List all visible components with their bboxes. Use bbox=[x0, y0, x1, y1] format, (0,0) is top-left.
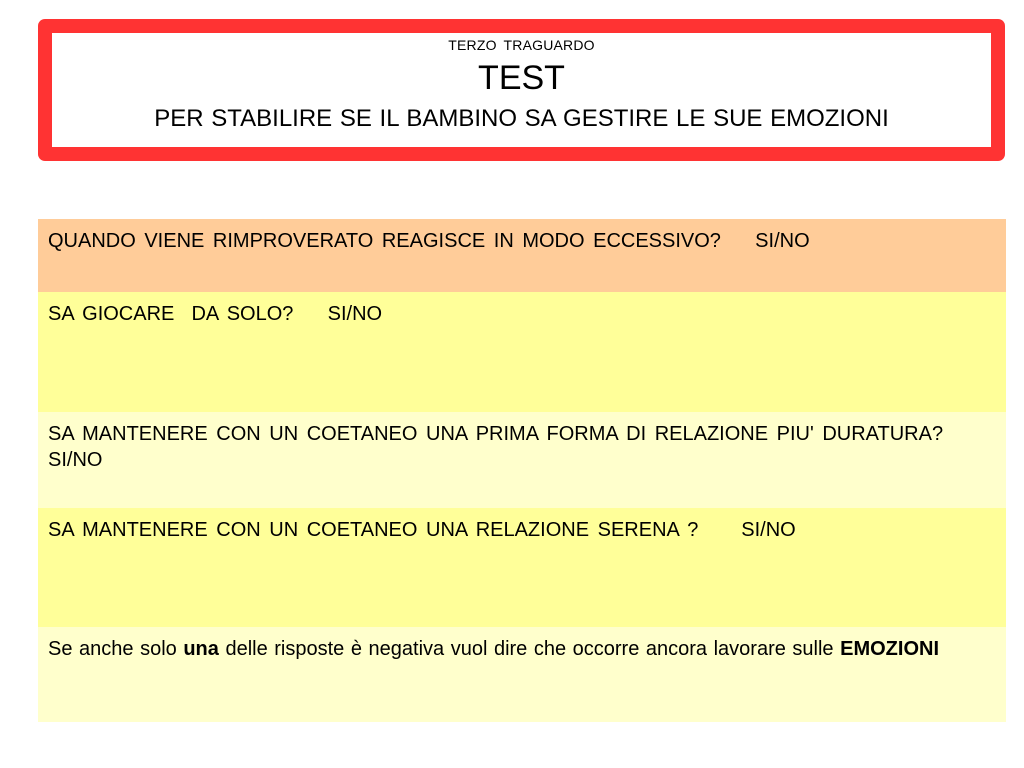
questions-list bbox=[38, 219, 1006, 722]
question-row-4 bbox=[38, 508, 1006, 627]
answer-options: SI/NO bbox=[741, 519, 796, 541]
answer-options: SI/NO bbox=[755, 230, 810, 252]
question-text: SA MANTENERE CON UN COETANEO UNA RELAZIONE SERENA ? bbox=[48, 519, 699, 541]
question-text: SA MANTENERE CON UN COETANEO UNA PRIMA FORMA DI RELAZIONE PIU' DURATURA? bbox=[48, 423, 944, 445]
question-text: QUANDO VIENE RIMPROVERATO REAGISCE IN MODO ECCESSIVO? bbox=[48, 230, 721, 252]
answer-options: SI/NO bbox=[327, 303, 383, 325]
title-panel bbox=[52, 33, 991, 147]
question-row-1 bbox=[38, 219, 1006, 292]
question-text: SA GIOCARE DA SOLO? bbox=[48, 303, 294, 325]
note-emphasis-emotions: EMOZIONI bbox=[840, 638, 939, 660]
note-emphasis: una bbox=[183, 638, 219, 660]
page-title: TEST bbox=[478, 59, 565, 97]
answer-options: SI/NO bbox=[48, 449, 103, 471]
milestone-label: TERZO TRAGUARDO bbox=[448, 37, 595, 53]
note-text-end: delle risposte è negativa vuol dire che occorre ancora lavorare sulle bbox=[218, 638, 841, 660]
conclusion-note bbox=[38, 627, 1006, 722]
question-row-3 bbox=[38, 412, 1006, 508]
page-subtitle: PER STABILIRE SE IL BAMBINO SA GESTIRE LE SUE EMOZIONI bbox=[154, 105, 889, 132]
question-row-2 bbox=[38, 292, 1006, 412]
note-text-start: Se anche solo bbox=[48, 638, 184, 660]
title-frame bbox=[38, 19, 1005, 161]
